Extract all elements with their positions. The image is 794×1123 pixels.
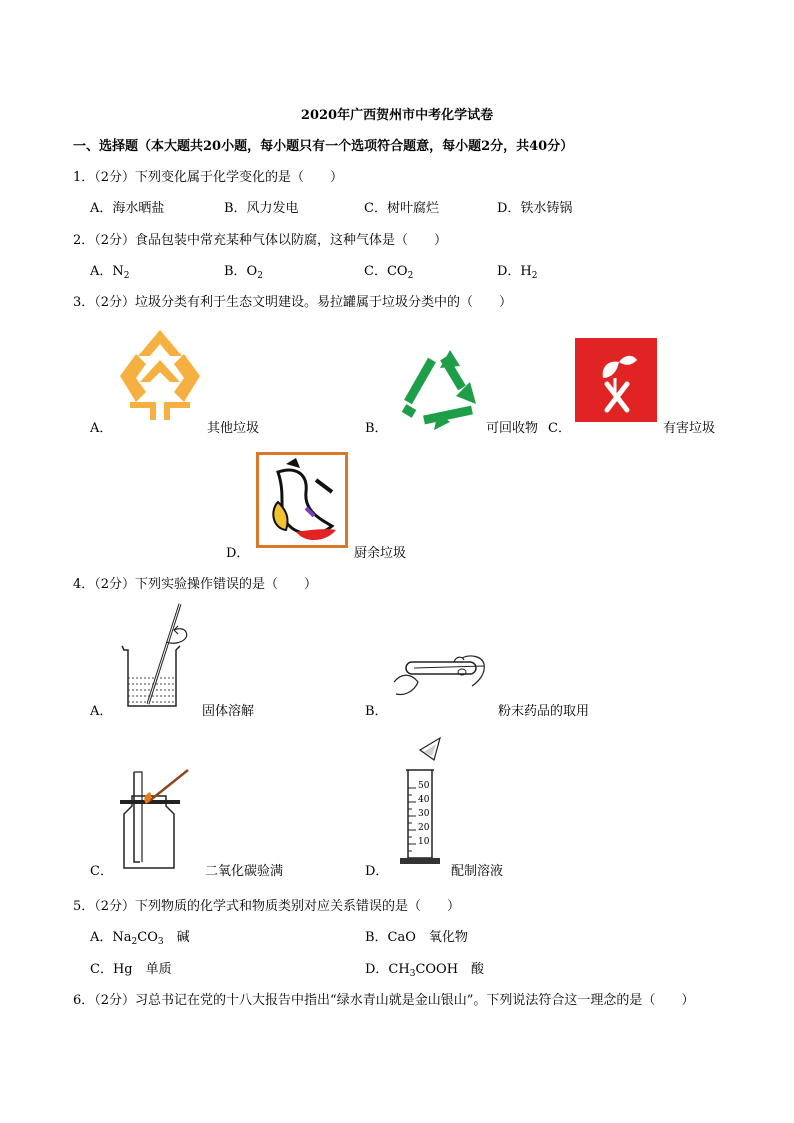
q5-option-b: B．CaO 氧化物 (365, 930, 468, 945)
q3-option-d-letter: D． (226, 546, 250, 561)
other-waste-icon (116, 328, 204, 422)
exam-title: 2020年广西贺州市中考化学试卷 (300, 108, 494, 123)
q2-option-b: B．$O_2$ (224, 264, 263, 281)
q2-option-d: D．$H_2$ (497, 264, 538, 281)
question-2-stem: 2．（2分）食品包装中常充某种气体以防腐，这种气体是（ ） (73, 233, 448, 248)
q3-option-b-letter: B． (365, 421, 388, 436)
cylinder-mark: 20 (418, 823, 430, 833)
hazardous-waste-icon (575, 338, 657, 422)
q3-option-c-label: 有害垃圾 (663, 421, 716, 436)
question-1-stem: 1．（2分）下列变化属于化学变化的是（ ） (73, 170, 344, 185)
question-4-stem: 4．（2分）下列实验操作错误的是（ ） (73, 577, 318, 592)
cylinder-mark: 30 (418, 809, 430, 819)
q1-option-a: A．海水晒盐 (90, 201, 165, 216)
food-waste-icon (256, 452, 348, 548)
q3-option-b-label: 可回收物 (486, 421, 539, 436)
q4-option-a-label: 固体溶解 (202, 704, 255, 719)
q4-option-b-letter: B． (365, 704, 388, 719)
q4-option-b-label: 粉末药品的取用 (498, 704, 590, 719)
q5-option-c: C．Hg 单质 (90, 962, 172, 977)
question-5-stem: 5．（2分）下列物质的化学式和物质类别对应关系错误的是（ ） (73, 899, 461, 914)
q4-option-a-letter: A． (90, 704, 113, 719)
question-6-stem: 6．（2分）习总书记在党的十八大报告中指出“绿水青山就是金山银山”。下列说法符合这一理念的是（ ） (73, 993, 695, 1008)
q2-option-a: A．$N_2$ (90, 264, 130, 281)
beaker-stirring-diagram (118, 600, 194, 712)
test-tube-powder-diagram (392, 652, 490, 702)
graduated-cylinder-diagram (396, 736, 446, 870)
section-heading: 一、选择题（本大题共20小题，每小题只有一个选项符合题意，每小题2分，共40分） (73, 139, 574, 154)
q4-option-c-letter: C． (90, 864, 113, 879)
q3-option-c-letter: C． (548, 421, 571, 436)
q1-option-c: C．树叶腐烂 (364, 201, 439, 216)
q4-option-d-label: 配制溶液 (451, 864, 504, 879)
cylinder-mark: 10 (418, 837, 430, 847)
q4-option-d-letter: D． (365, 864, 389, 879)
q3-option-a-letter: A． (90, 421, 113, 436)
gas-bottle-match-diagram (118, 766, 194, 872)
q1-option-b: B．风力发电 (224, 201, 299, 216)
q2-option-c: C．$CO_2$ (364, 264, 414, 281)
q3-option-a-label: 其他垃圾 (207, 421, 260, 436)
recycle-icon (394, 346, 486, 430)
q4-option-c-label: 二氧化碳验满 (205, 864, 284, 879)
cylinder-mark: 40 (418, 795, 430, 805)
cylinder-mark: 50 (418, 781, 430, 791)
q1-option-d: D．铁水铸锅 (497, 201, 573, 216)
q5-option-d: D．$CH_3COOH$ 酸 (365, 962, 485, 979)
question-3-stem: 3．（2分）垃圾分类有利于生态文明建设。易拉罐属于垃圾分类中的（ ） (73, 295, 513, 310)
q3-option-d-label: 厨余垃圾 (354, 546, 407, 561)
q5-option-a: A．$Na_2CO_3$ 碱 (90, 930, 190, 947)
